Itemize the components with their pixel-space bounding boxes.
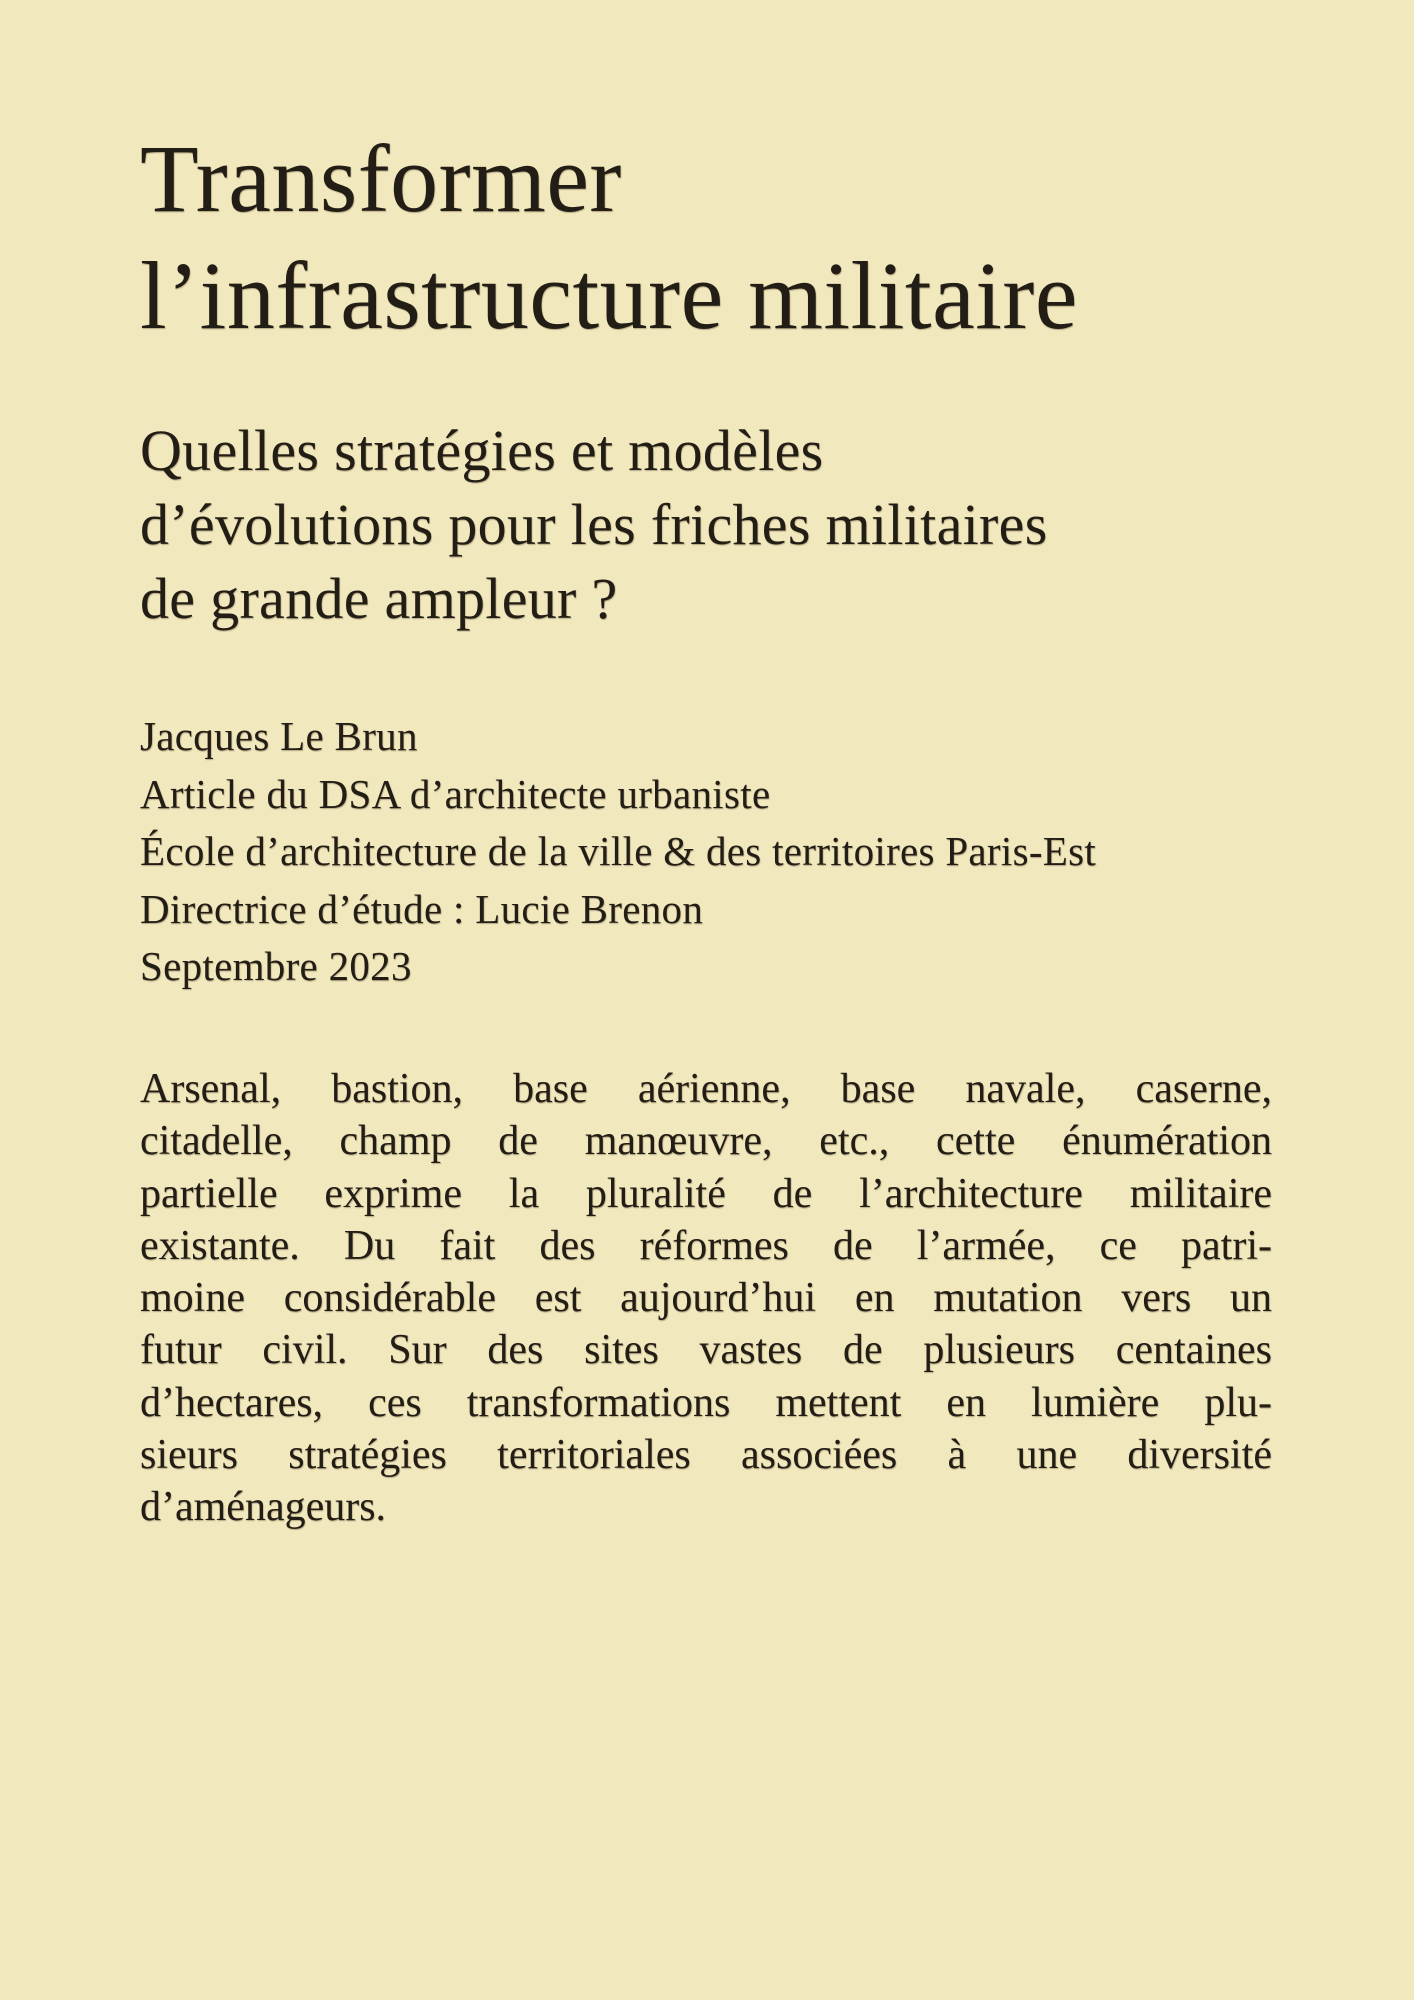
abstract-line: d’hectares, ces transformations mettent en lumière plu- bbox=[140, 1379, 1272, 1426]
page-subtitle-line: Quelles stratégies et modèles bbox=[140, 418, 824, 483]
page-title-line: l’infrastructure militaire bbox=[140, 242, 1078, 349]
abstract-line: existante. Du fait des réformes de l’armée, ce patri- bbox=[140, 1222, 1272, 1269]
page-title-line: Transformer bbox=[140, 125, 622, 232]
page-subtitle bbox=[140, 414, 1272, 636]
abstract-line: sieurs stratégies territoriales associées à une diversité bbox=[140, 1432, 1272, 1479]
abstract-paragraph bbox=[140, 1063, 1272, 1534]
page-title bbox=[140, 120, 1272, 354]
abstract-line: Arsenal, bastion, base aérienne, base navale, caserne, bbox=[140, 1066, 1272, 1112]
abstract-line: partielle exprime la pluralité de l’architecture militaire bbox=[140, 1170, 1272, 1217]
page-subtitle-line: d’évolutions pour les friches militaires bbox=[140, 492, 1048, 557]
abstract-line: futur civil. Sur des sites vastes de plusieurs centaines bbox=[140, 1327, 1272, 1374]
study-director: Directrice d’étude : Lucie Brenon bbox=[140, 885, 704, 932]
page-subtitle-line: de grande ampleur ? bbox=[140, 566, 618, 631]
publication-date: Septembre 2023 bbox=[140, 943, 412, 989]
byline-block bbox=[140, 708, 1272, 996]
abstract-line: moine considérable est aujourd’hui en mutation vers un bbox=[140, 1275, 1272, 1322]
abstract-line: d’aménageurs. bbox=[140, 1484, 387, 1531]
article-type: Article du DSA d’architecte urbaniste bbox=[140, 770, 771, 817]
abstract-line: citadelle, champ de manœuvre, etc., cette énumération bbox=[140, 1118, 1272, 1165]
author-name: Jacques Le Brun bbox=[140, 713, 418, 759]
institution: École d’architecture de la ville & des territoires Paris-Est bbox=[140, 828, 1097, 874]
